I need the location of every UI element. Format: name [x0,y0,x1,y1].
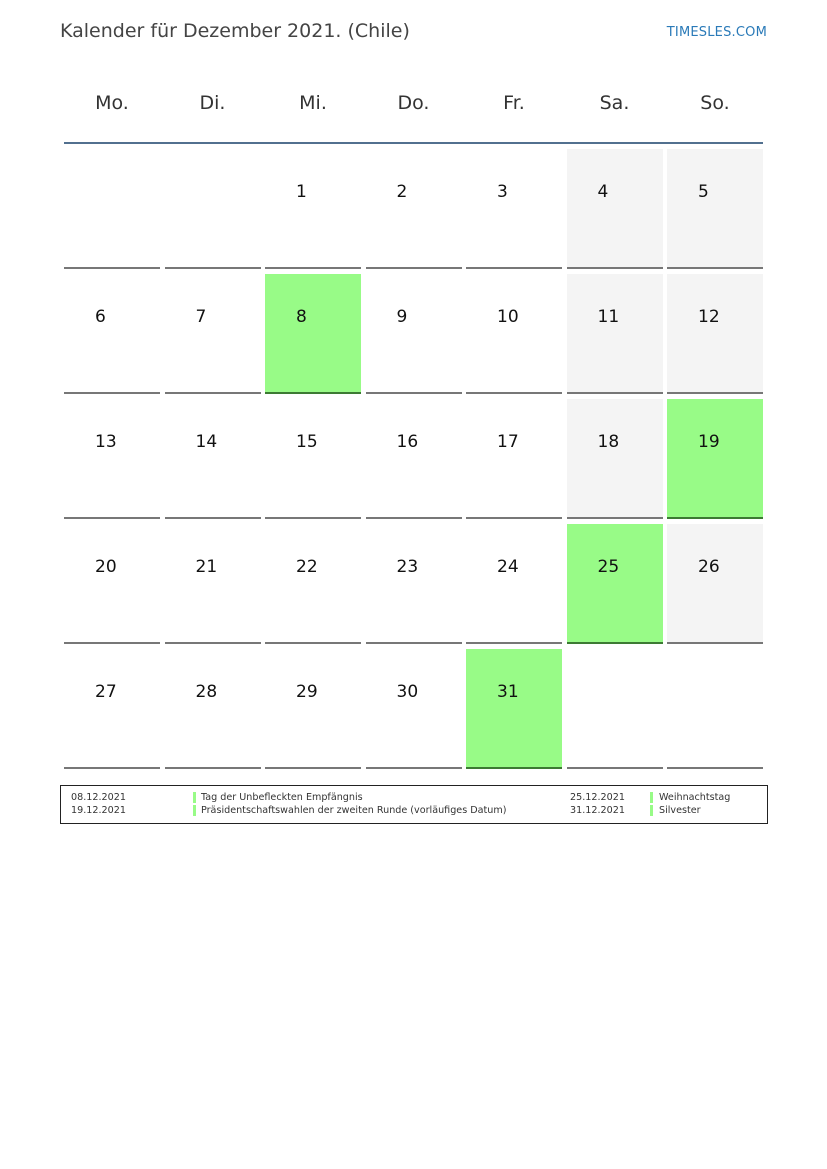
holiday-legend [60,785,768,824]
day-number: 29 [296,682,318,702]
legend-name: Tag der Unbefleckten Empfängnis [201,792,363,803]
day-number: 2 [396,182,408,202]
day-number: 24 [497,557,519,577]
weekday-label: Do. [397,92,430,114]
weekday-label: Sa. [599,92,630,114]
holiday-day-cell [667,399,763,519]
day-number: 4 [597,182,609,202]
holiday-day-cell [265,274,361,394]
day-cell [165,399,261,519]
day-cell [366,149,462,269]
empty-day-cell [667,649,763,769]
legend-color-bar [193,805,196,816]
day-number: 10 [497,307,519,327]
day-number: 25 [597,557,620,577]
day-number: 30 [396,682,419,702]
site-link[interactable]: TIMESLES.COM [666,25,767,40]
day-number: 28 [195,682,218,702]
day-number: 26 [698,557,720,577]
day-number: 12 [698,307,720,327]
day-cell [466,399,562,519]
day-cell [667,149,763,269]
legend-date: 31.12.2021 [570,805,625,816]
day-cell [265,649,361,769]
empty-day-cell [567,649,663,769]
day-number: 5 [698,182,709,202]
empty-day-cell [64,149,160,269]
day-cell [265,524,361,644]
day-number: 14 [195,432,218,452]
day-cell [567,399,663,519]
day-cell [667,524,763,644]
legend-date: 25.12.2021 [570,792,625,803]
day-cell [667,274,763,394]
calendar-grid [64,75,763,769]
week-row [64,644,763,769]
holiday-day-cell [466,649,562,769]
legend-color-bar [650,792,653,803]
day-number: 1 [296,182,307,202]
day-number: 18 [597,432,620,452]
day-number: 13 [95,432,117,452]
day-cell [366,274,462,394]
day-cell [165,649,261,769]
week-row [64,144,763,269]
day-cell [165,274,261,394]
day-cell [165,524,261,644]
week-row [64,519,763,644]
day-cell [466,274,562,394]
weeks-container [64,144,763,769]
day-cell [366,524,462,644]
day-number: 7 [195,307,207,327]
day-number: 8 [296,307,307,327]
legend-name: Weihnachtstag [659,792,731,803]
weekday-label: Fr. [503,92,525,114]
legend-date: 19.12.2021 [71,805,126,816]
day-number: 3 [497,182,508,202]
day-cell [64,399,160,519]
day-number: 19 [698,432,720,452]
day-cell [64,524,160,644]
day-cell [567,149,663,269]
day-number: 23 [396,557,419,577]
day-cell [466,149,562,269]
day-number: 16 [396,432,419,452]
day-cell [64,649,160,769]
day-cell [265,399,361,519]
day-number: 9 [396,307,408,327]
legend-color-bar [650,805,653,816]
day-number: 31 [497,682,519,702]
weekday-label: Mi. [299,92,327,114]
day-number: 22 [296,557,318,577]
week-row [64,394,763,519]
legend-date: 08.12.2021 [71,792,126,803]
day-cell [366,399,462,519]
day-number: 20 [95,557,117,577]
weekday-label: Di. [199,92,226,114]
day-number: 21 [195,557,218,577]
day-cell [366,649,462,769]
legend-name: Silvester [659,805,701,816]
legend-color-bar [193,792,196,803]
day-number: 15 [296,432,318,452]
day-cell [466,524,562,644]
empty-day-cell [165,149,261,269]
holiday-day-cell [567,524,663,644]
weekday-header [64,75,763,144]
day-cell [567,274,663,394]
week-row [64,269,763,394]
weekday-label: Mo. [95,92,129,114]
day-cell [265,149,361,269]
day-number: 17 [497,432,519,452]
page-title: Kalender für Dezember 2021. (Chile) [60,20,410,42]
day-number: 6 [95,307,106,327]
weekday-label: So. [700,92,730,114]
legend-name: Präsidentschaftswahlen der zweiten Runde (vorläufiges Datum) [201,805,507,816]
day-number: 27 [95,682,117,702]
day-cell [64,274,160,394]
day-number: 11 [597,307,620,327]
